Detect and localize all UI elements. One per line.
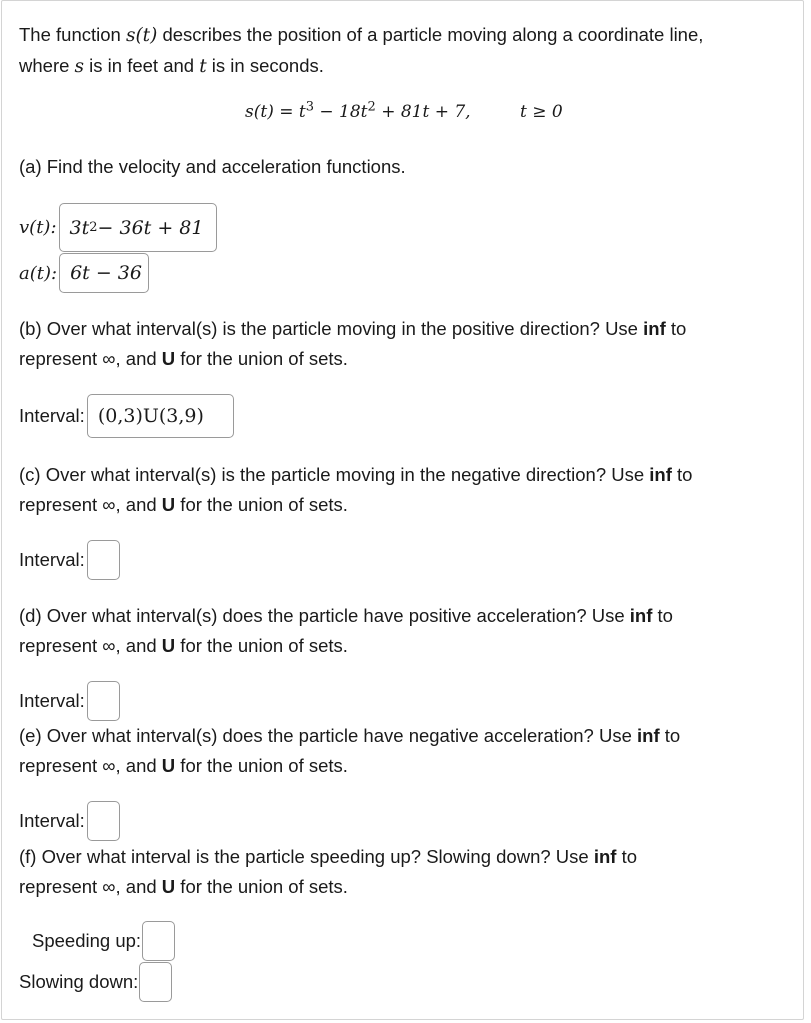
part-c-interval-label: Interval: bbox=[19, 549, 85, 570]
slowing-down-label: Slowing down: bbox=[19, 971, 139, 992]
part-b-interval-label: Interval: bbox=[19, 405, 85, 426]
intro-text: The function s(t) describes the position of a particle moving along a coordinate line, where s is in feet and t is in seconds. bbox=[19, 24, 704, 77]
position-equation: $s(t) = t^3 - 18t^2 + 81t + 7$, t ≥ 0 bbox=[245, 99, 563, 122]
part-b-question: (b) Over what interval(s) is the particle moving in the positive direction? Use inf to represent ∞, and U for the union of sets. bbox=[19, 318, 687, 369]
part-e-interval-input[interactable] bbox=[87, 801, 120, 841]
speeding-up-label: Speeding up: bbox=[32, 930, 142, 951]
part-c-interval-row bbox=[19, 540, 120, 580]
part-e-interval-row bbox=[19, 801, 120, 841]
velocity-label: v(t): bbox=[19, 217, 57, 238]
part-d-interval-input[interactable] bbox=[87, 681, 120, 721]
part-b-interval-input[interactable]: (0,3)U(3,9) bbox=[87, 394, 234, 438]
acceleration-row bbox=[19, 253, 149, 293]
part-c-interval-input[interactable] bbox=[87, 540, 120, 580]
velocity-row bbox=[19, 203, 217, 252]
part-f-question: (f) Over what interval is the particle speeding up? Slowing down? Use inf to represent ∞, and U for the union of sets. bbox=[19, 846, 638, 897]
velocity-answer-box[interactable]: 3t 2 − 36t + 81 bbox=[59, 203, 217, 252]
part-c-question: (c) Over what interval(s) is the particle moving in the negative direction? Use inf to represent ∞, and U for the union of sets. bbox=[19, 464, 693, 515]
part-b-interval-row bbox=[19, 394, 234, 438]
part-d-interval-row bbox=[19, 681, 120, 721]
speeding-up-row bbox=[32, 921, 175, 961]
part-a-question: (a) Find the velocity and acceleration functions. bbox=[19, 156, 406, 177]
slowing-down-row bbox=[19, 962, 172, 1002]
domain-condition: t ≥ 0 bbox=[520, 102, 563, 122]
part-d-question: (d) Over what interval(s) does the particle have positive acceleration? Use inf to represent ∞, and U for the union of sets. bbox=[19, 605, 673, 656]
speeding-up-input[interactable] bbox=[142, 921, 175, 961]
part-e-interval-label: Interval: bbox=[19, 810, 85, 831]
part-e-question: (e) Over what interval(s) does the particle have negative acceleration? Use inf to represent ∞, and U for the union of sets. bbox=[19, 725, 681, 776]
part-d-interval-label: Interval: bbox=[19, 690, 85, 711]
slowing-down-input[interactable] bbox=[139, 962, 172, 1002]
acceleration-label: a(t): bbox=[19, 262, 58, 284]
acceleration-answer-box[interactable]: 6t − 36 bbox=[59, 253, 149, 293]
